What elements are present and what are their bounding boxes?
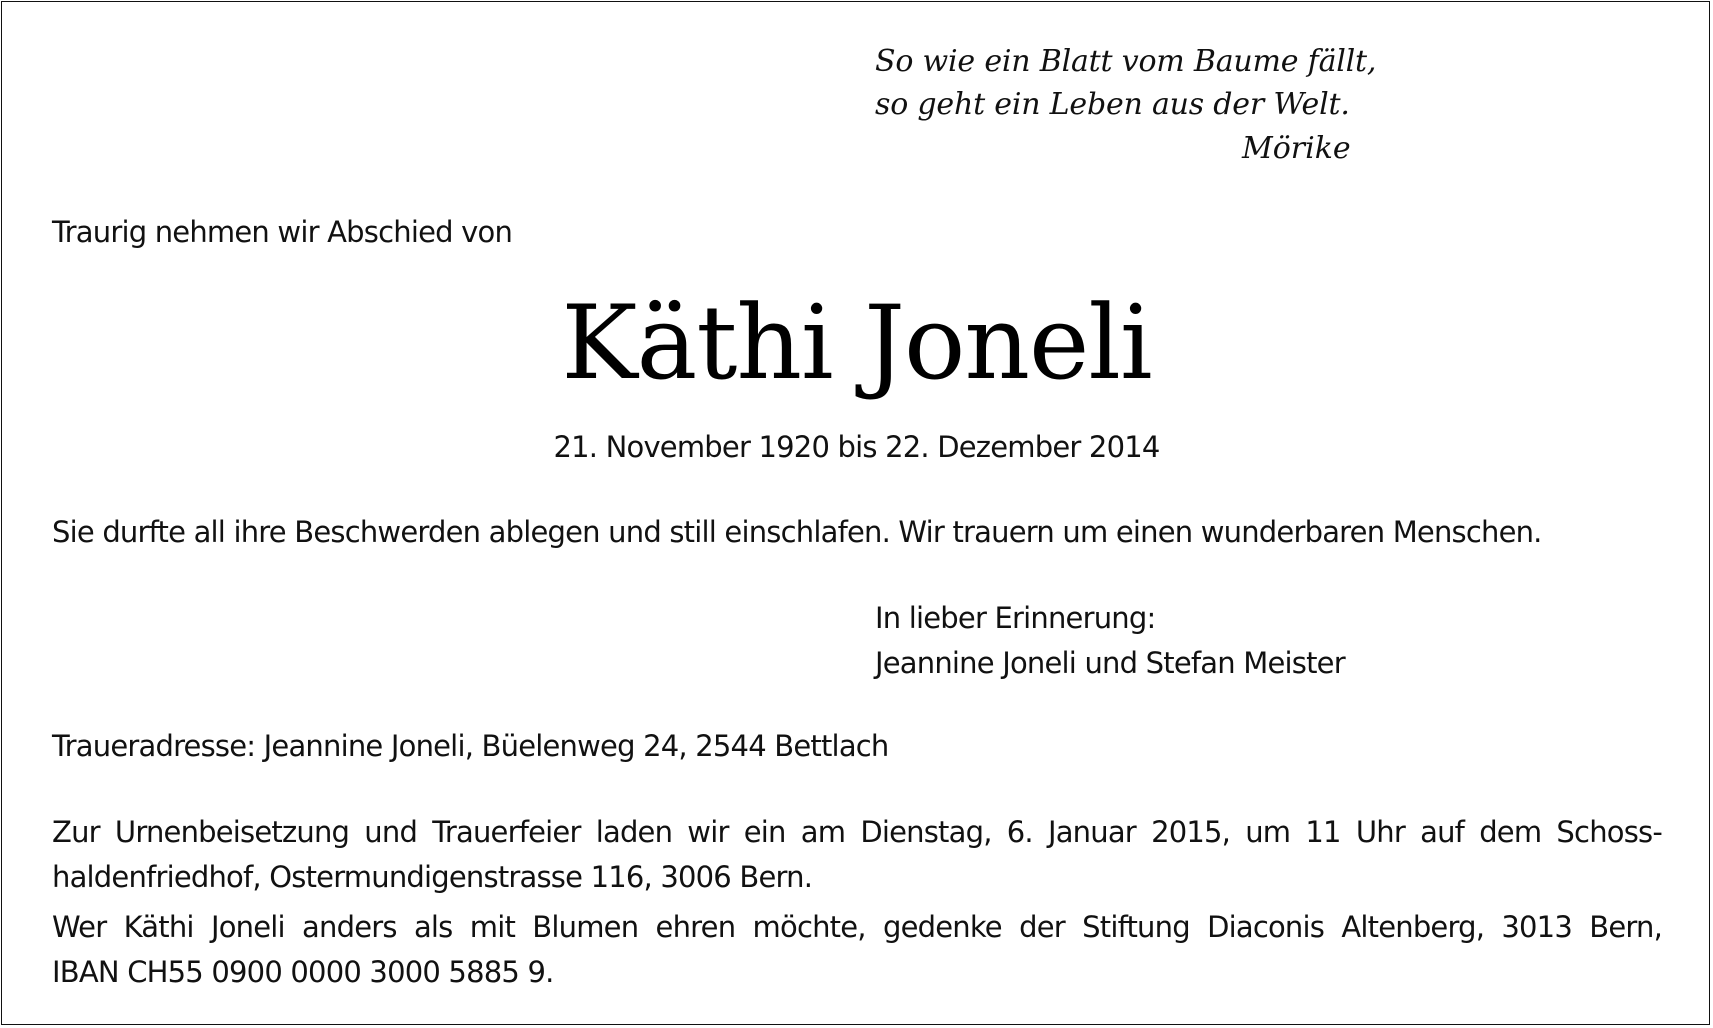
- deceased-name: Käthi Joneli: [561, 284, 1152, 403]
- farewell-message: Sie durfte all ihre Beschwerden ablegen und still einschlafen. Wir trauern um einen wunderbaren Menschen.: [52, 515, 1542, 549]
- donation-info: [52, 905, 1662, 995]
- ceremony-line-2: haldenfriedhof, Ostermundigenstrasse 116, 3006 Bern.: [52, 860, 813, 894]
- epigraph-quote: [875, 40, 1376, 126]
- memory-block: [875, 596, 1345, 686]
- ceremony-line-1: Zur Urnenbeisetzung und Trauerfeier laden wir ein am Dienstag, 6. Januar 2015, um 11 Uhr auf dem Schoss-: [52, 815, 1662, 849]
- donation-line-1: Wer Käthi Joneli anders als mit Blumen ehren möchte, gedenke der Stiftung Diaconis Altenberg, 3013 Bern,: [52, 910, 1662, 944]
- ceremony-info: [52, 810, 1662, 900]
- mourning-address: Traueradresse: Jeannine Joneli, Büelenweg 24, 2544 Bettlach: [52, 729, 889, 763]
- donation-line-2: IBAN CH55 0900 0000 3000 5885 9.: [52, 955, 554, 989]
- intro-text: Traurig nehmen wir Abschied von: [52, 215, 513, 249]
- memory-label: In lieber Erinnerung:: [875, 601, 1156, 635]
- quote-line-1: So wie ein Blatt vom Baume fällt,: [875, 44, 1377, 79]
- quote-author: Mörike: [1242, 131, 1351, 166]
- life-dates: 21. November 1920 bis 22. Dezember 2014: [553, 430, 1160, 464]
- memory-names: Jeannine Joneli und Stefan Meister: [875, 646, 1345, 680]
- obituary-notice: [1, 1, 1710, 1025]
- quote-line-2: so geht ein Leben aus der Welt.: [875, 87, 1350, 122]
